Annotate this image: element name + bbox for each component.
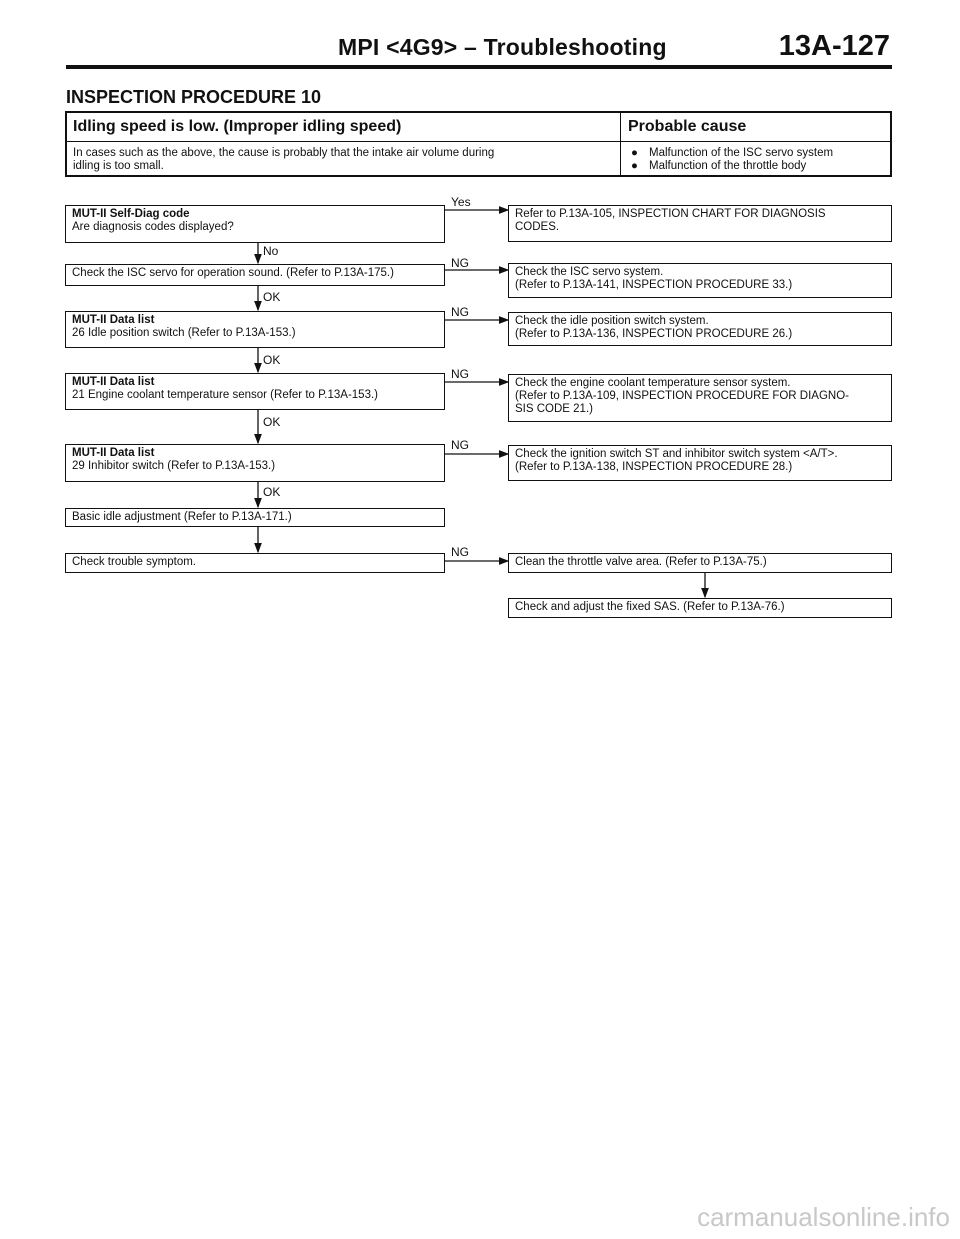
cause-item: ● Malfunction of the throttle body: [631, 160, 807, 172]
label-ng: NG: [451, 438, 469, 452]
bullet-icon: ●: [631, 147, 638, 159]
result-inhibitor-switch-system: Check the ignition switch ST and inhibitor switch system <A/T>. (Refer to P.13A-138, INSPECTION PROCEDURE 28.): [508, 445, 892, 481]
page-header-title: MPI <4G9> – Troubleshooting: [338, 34, 667, 60]
step-inhibitor-switch: MUT-II Data list 29 Inhibitor switch (Refer to P.13A-153.): [65, 444, 445, 482]
step-check-trouble-symptom: Check trouble symptom.: [65, 553, 445, 573]
result-isc-servo-system: Check the ISC servo system. (Refer to P.13A-141, INSPECTION PROCEDURE 33.): [508, 263, 892, 298]
label-ok: OK: [263, 353, 281, 367]
page-number: 13A-127: [778, 30, 890, 62]
label-ng: NG: [451, 545, 469, 559]
section-title: INSPECTION PROCEDURE 10: [66, 87, 322, 107]
label-ok: OK: [263, 485, 281, 499]
symptom-heading: Idling speed is low. (Improper idling speed): [73, 118, 402, 135]
result-idle-position-switch: Check the idle position switch system. (Refer to P.13A-136, INSPECTION PROCEDURE 26.): [508, 312, 892, 346]
description-line-2: idling is too small.: [73, 160, 164, 172]
label-ok: OK: [263, 415, 281, 429]
label-yes: Yes: [451, 195, 471, 209]
label-no: No: [263, 244, 279, 258]
description-line-1: In cases such as the above, the cause is probably that the intake air volume during: [73, 147, 495, 159]
step-isc-servo-sound: Check the ISC servo for operation sound. (Refer to P.13A-175.): [65, 264, 445, 286]
label-ng: NG: [451, 367, 469, 381]
cause-item: ● Malfunction of the ISC servo system: [631, 147, 834, 159]
label-ok: OK: [263, 290, 281, 304]
step-idle-position-switch: MUT-II Data list 26 Idle position switch (Refer to P.13A-153.): [65, 311, 445, 348]
probable-cause-heading: Probable cause: [628, 118, 747, 135]
bullet-icon: ●: [631, 160, 638, 172]
result-diagnosis-chart: Refer to P.13A-105, INSPECTION CHART FOR DIAGNOSIS CODES.: [508, 205, 892, 242]
label-ng: NG: [451, 256, 469, 270]
result-adjust-fixed-sas: Check and adjust the fixed SAS. (Refer to P.13A-76.): [508, 598, 892, 618]
step-coolant-sensor: MUT-II Data list 21 Engine coolant temperature sensor (Refer to P.13A-153.): [65, 373, 445, 410]
watermark: carmanualsonline.info: [697, 1202, 950, 1232]
step-basic-idle-adjustment: Basic idle adjustment (Refer to P.13A-171.): [65, 508, 445, 527]
result-clean-throttle: Clean the throttle valve area. (Refer to P.13A-75.): [508, 553, 892, 573]
label-ng: NG: [451, 305, 469, 319]
step-self-diag: MUT-II Self-Diag code Are diagnosis codes displayed?: [65, 205, 445, 243]
result-coolant-sensor-system: Check the engine coolant temperature sensor system. (Refer to P.13A-109, INSPECTION PROCEDURE FOR DIAGNO- SIS CODE 21.): [508, 374, 892, 422]
